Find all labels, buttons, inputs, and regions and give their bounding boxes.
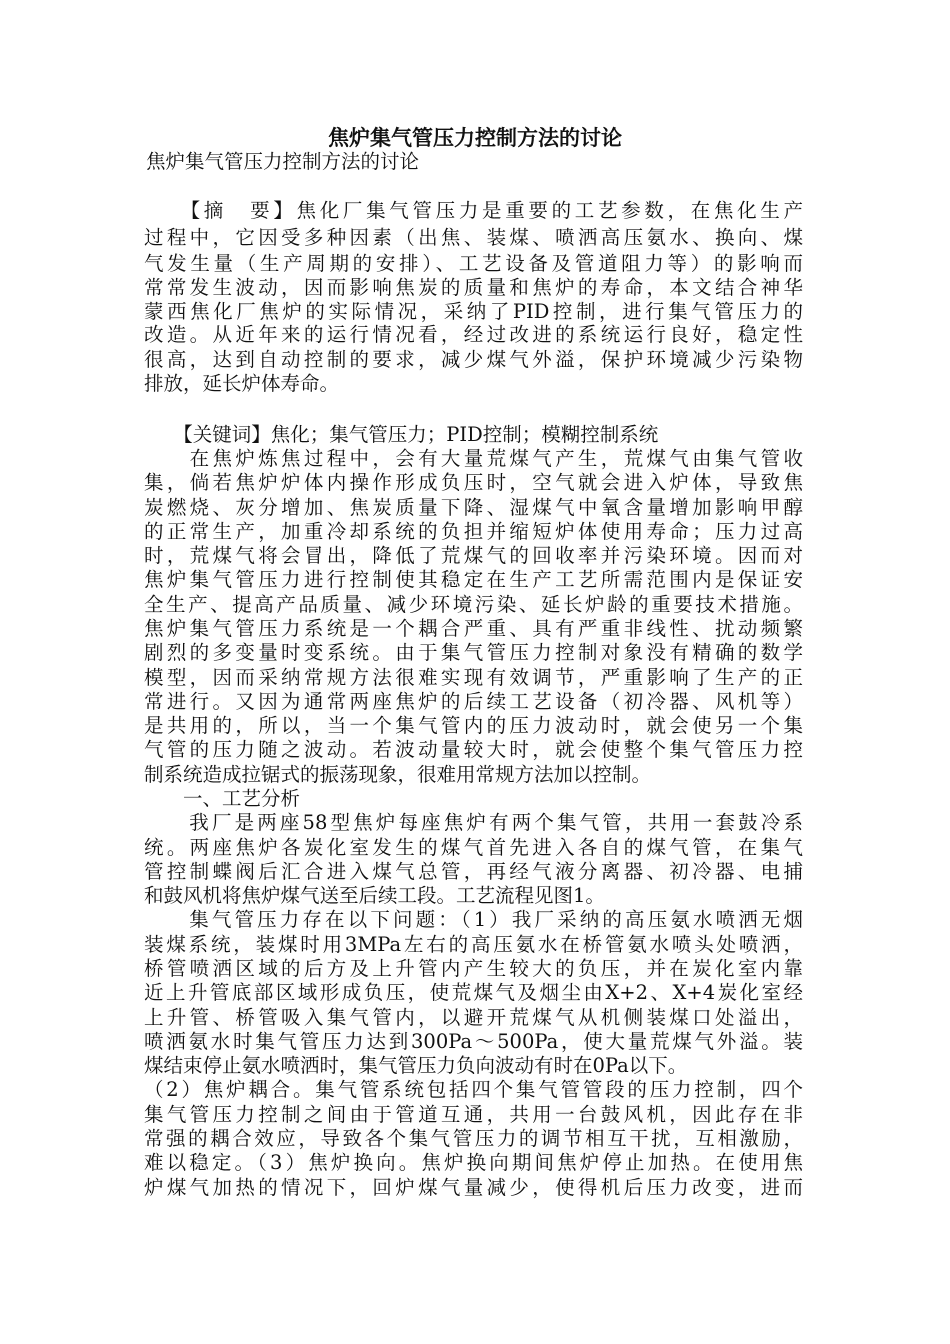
body-line: 炭燃烧、灰分增加、焦炭质量下降、湿煤气中氧含量增加影响甲醇 [144,496,803,519]
body-line: 常进行。又因为通常两座焦炉的后续工艺设备（初冷器、风机等） [144,690,803,713]
body-line: 难以稳定。（3）焦炉换向。焦炉换向期间焦炉停止加热。在使用焦 [144,1151,803,1174]
body-line: 气管的压力随之波动。若波动量较大时，就会使整个集气管压力控 [144,738,803,761]
abstract-line: 常常发生波动，因而影响焦炭的质量和焦炉的寿命，本文结合神华 [144,276,803,299]
body-line: 模型，因而采纳常规方法很难实现有效调节，严重影响了生产的正 [144,666,803,689]
body-line: 炉煤气加热的情况下，回炉煤气量减少，使得机后压力改变，进而 [144,1176,803,1199]
abstract-line: 蒙西焦化厂焦炉的实际情况，采纳了PID控制，进行集气管压力的 [144,300,803,323]
body-line: （2）焦炉耦合。集气管系统包括四个集气管管段的压力控制，四个 [144,1078,803,1101]
body-line: 管控制蝶阀后汇合进入煤气总管，再经气液分离器、初冷器、电捕 [144,860,803,883]
abstract-line: 【摘 要】焦化厂集气管压力是重要的工艺参数，在焦化生产 [144,199,803,222]
body-line: 上升管、桥管吸入集气管内，以避开荒煤气从机侧装煤口处溢出， [144,1006,803,1029]
body-line: 剧烈的多变量时变系统。由于集气管压力控制对象没有精确的数学 [144,641,803,664]
body-line: 喷洒氨水时集气管压力达到300Pa～500Pa，使大量荒煤气外溢。装 [144,1030,803,1053]
abstract-line: 气发生量（生产周期的安排）、工艺设备及管道阻力等）的影响而 [144,252,803,275]
body-line: 集气管压力控制之间由于管道互通，共用一台鼓风机，因此存在非 [144,1103,803,1126]
document-title: 焦炉集气管压力控制方法的讨论 [328,125,622,150]
body-line: 时，荒煤气将会冒出，降低了荒煤气的回收率并污染环境。因而对 [144,544,803,567]
body-line: 桥管喷洒区域的后方及上升管内产生较大的负压，并在炭化室内靠 [144,957,803,980]
abstract-line: 过程中，它因受多种因素（出焦、装煤、喷洒高压氨水、换向、煤 [144,226,803,249]
body-line: 全生产、提高产品质量、减少环境污染、延长炉龄的重要技术措施。 [144,593,803,616]
section-heading: 一、工艺分析 [144,787,301,810]
body-line: 是共用的，所以，当一个集气管内的压力波动时，就会使另一个集 [144,714,803,737]
keywords-line: 【关键词】焦化；集气管压力；PID控制；模糊控制系统 [144,423,659,446]
body-line: 我厂是两座58型焦炉每座焦炉有两个集气管，共用一套鼓冷系 [144,811,803,834]
body-line: 制系统造成拉锯式的振荡现象，很难用常规方法加以控制。 [144,763,652,786]
body-line: 焦炉集气管压力进行控制使其稳定在生产工艺所需范围内是保证安 [144,568,803,591]
body-line: 和鼓风机将焦炉煤气送至后续工段。工艺流程见图1。 [144,884,605,907]
body-line: 近上升管底部区域形成负压，使荒煤气及烟尘由X+2、X+4炭化室经 [144,981,803,1004]
abstract-line: 排放，延长炉体寿命。 [144,372,340,395]
body-line: 的正常生产，加重冷却系统的负担并缩短炉体使用寿命；压力过高 [144,520,803,543]
body-line: 在焦炉炼焦过程中，会有大量荒煤气产生，荒煤气由集气管收 [144,447,803,470]
body-line: 常强的耦合效应，导致各个集气管压力的调节相互干扰，互相激励， [144,1127,803,1150]
body-line: 统。两座焦炉各炭化室发生的煤气首先进入各自的煤气管，在集气 [144,836,803,859]
body-line: 装煤系统，装煤时用3MPa左右的高压氨水在桥管氨水喷头处喷洒， [144,933,803,956]
abstract-line: 改造。从近年来的运行情况看，经过改进的系统运行良好，稳定性 [144,323,803,346]
body-line: 集，倘若焦炉炉体内操作形成负压时，空气就会进入炉体，导致焦 [144,471,803,494]
body-line: 焦炉集气管压力系统是一个耦合严重、具有严重非线性、扰动频繁 [144,617,803,640]
document-subtitle: 焦炉集气管压力控制方法的讨论 [146,150,420,173]
body-line: 集气管压力存在以下问题：（1）我厂采纳的高压氨水喷洒无烟 [144,908,803,931]
abstract-line: 很高，达到自动控制的要求，减少煤气外溢，保护环境减少污染物 [144,348,803,371]
body-line: 煤结束停止氨水喷洒时，集气管压力负向波动有时在0Pa以下。 [144,1054,688,1077]
